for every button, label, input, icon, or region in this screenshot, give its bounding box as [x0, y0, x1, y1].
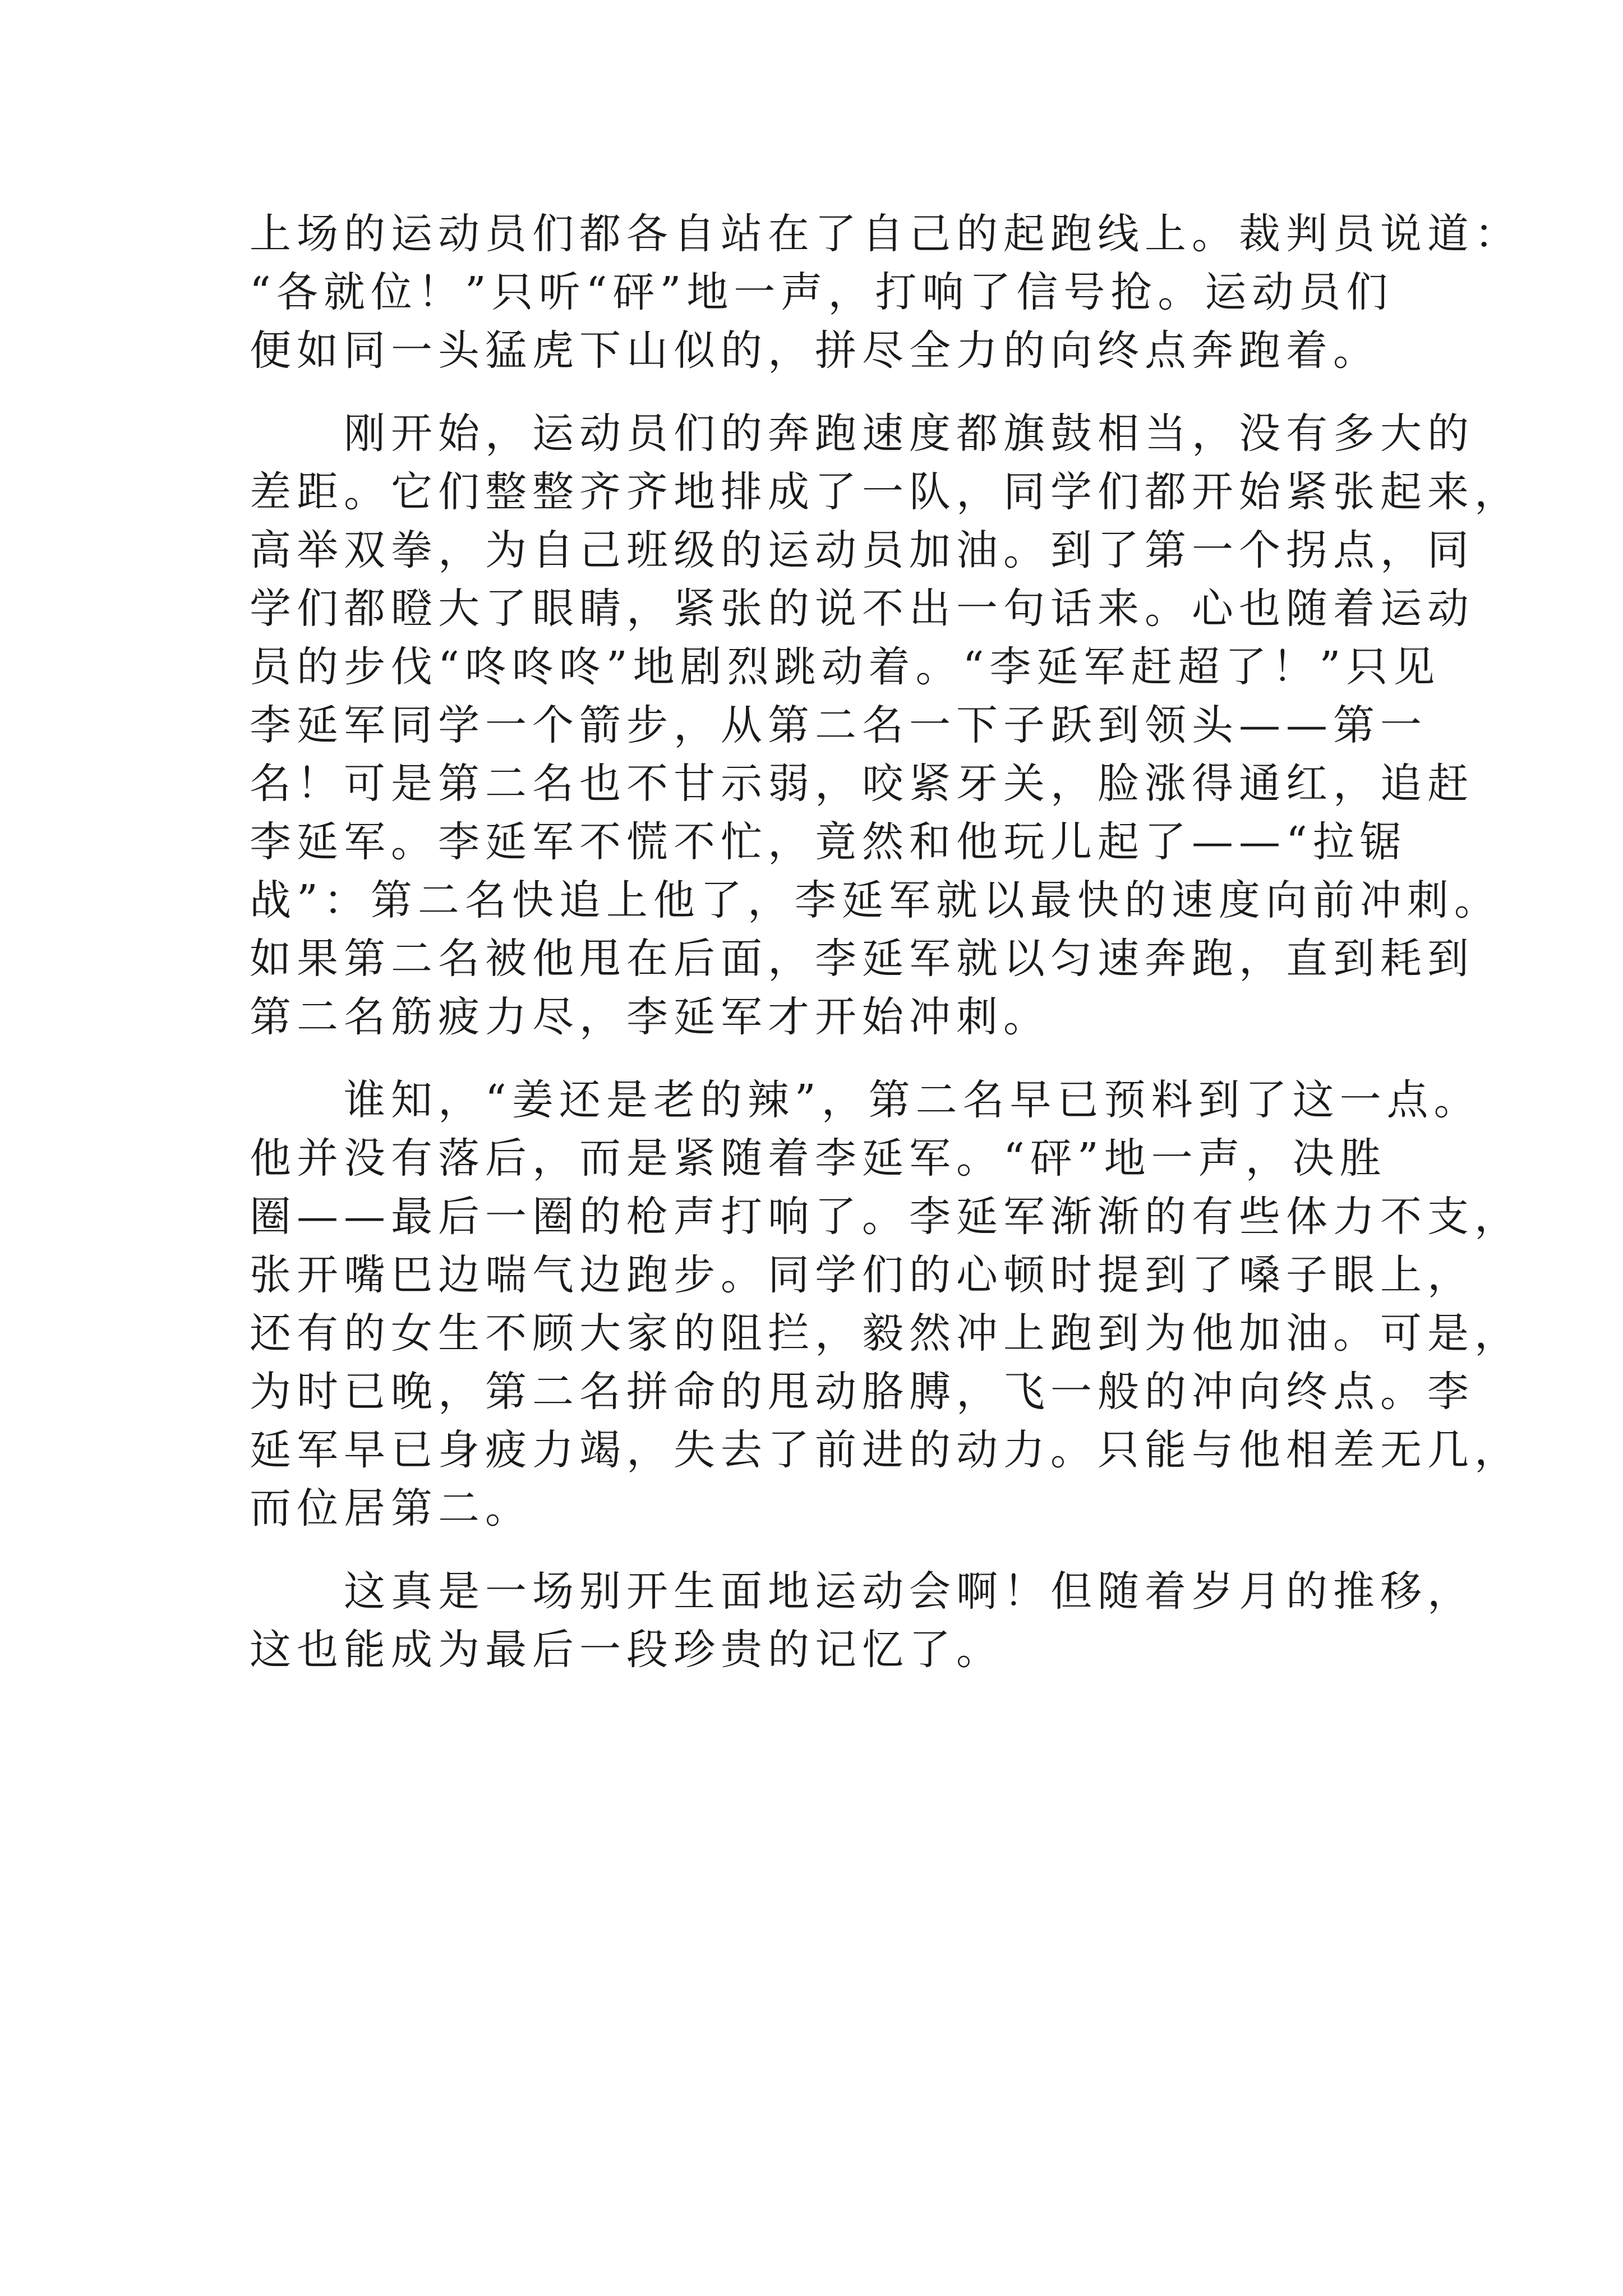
- paragraph-4: [250, 1562, 1474, 1679]
- text-line: 差距。它们整整齐齐地排成了一队，同学们都开始紧张起来，: [250, 468, 1521, 516]
- document-body: [250, 205, 1521, 1679]
- text-line: 他并没有落后，而是紧随着李延军。“砰”地一声，决胜: [250, 1134, 1387, 1182]
- text-line: 高举双拳，为自己班级的运动员加油。到了第一个拐点，同: [250, 526, 1474, 574]
- text-line: 刚开始，运动员们的奔跑速度都旗鼓相当，没有多大的: [250, 409, 1474, 458]
- text-line: 便如同一头猛虎下山似的，拼尽全力的向终点奔跑着。: [250, 326, 1380, 375]
- paragraph-1: [250, 205, 1521, 380]
- text-line: 这真是一场别开生面地运动会啊！但随着岁月的推移，: [250, 1567, 1474, 1616]
- text-line: 圈——最后一圈的枪声打响了。李延军渐渐的有些体力不支，: [250, 1193, 1521, 1241]
- text-line: 张开嘴巴边喘气边跑步。同学们的心顿时提到了嗓子眼上，: [250, 1251, 1474, 1299]
- text-line: 李延军。李延军不慌不忙，竟然和他玩儿起了——“拉锯: [250, 818, 1407, 866]
- text-line: 延军早已身疲力竭，失去了前进的动力。只能与他相差无几，: [250, 1426, 1521, 1474]
- text-line: 学们都瞪大了眼睛，紧张的说不出一句话来。心也随着运动: [250, 585, 1474, 633]
- text-line: 名！可是第二名也不甘示弱，咬紧牙关，脸涨得通红，追赶: [250, 760, 1474, 808]
- paragraph-2: [250, 404, 1521, 1046]
- text-line: 战”：第二名快追上他了，李延军就以最快的速度向前冲刺。: [250, 876, 1501, 924]
- text-line: 李延军同学一个箭步，从第二名一下子跃到领头——第一: [250, 701, 1427, 749]
- paragraph-3: [250, 1071, 1521, 1538]
- text-line: 上场的运动员们都各自站在了自己的起跑线上。裁判员说道：: [250, 210, 1521, 258]
- text-line: 如果第二名被他甩在后面，李延军就以匀速奔跑，直到耗到: [250, 935, 1474, 983]
- text-line: 为时已晚，第二名拼命的甩动胳膊，飞一般的冲向终点。李: [250, 1368, 1474, 1416]
- text-line: 而位居第二。: [250, 1484, 532, 1533]
- text-line: 第二名筋疲力尽，李延军才开始冲刺。: [250, 993, 1050, 1041]
- text-line: 这也能成为最后一段珍贵的记忆了。: [250, 1626, 1003, 1674]
- text-line: “各就位！”只听“砰”地一声，打响了信号抢。运动员们: [250, 268, 1394, 316]
- text-line: 谁知，“姜还是老的辣”，第二名早已预料到了这一点。: [250, 1076, 1481, 1124]
- text-line: 还有的女生不顾大家的阻拦，毅然冲上跑到为他加油。可是，: [250, 1309, 1521, 1358]
- text-line: 员的步伐“咚咚咚”地剧烈跳动着。“李延军赶超了！”只见: [250, 643, 1441, 691]
